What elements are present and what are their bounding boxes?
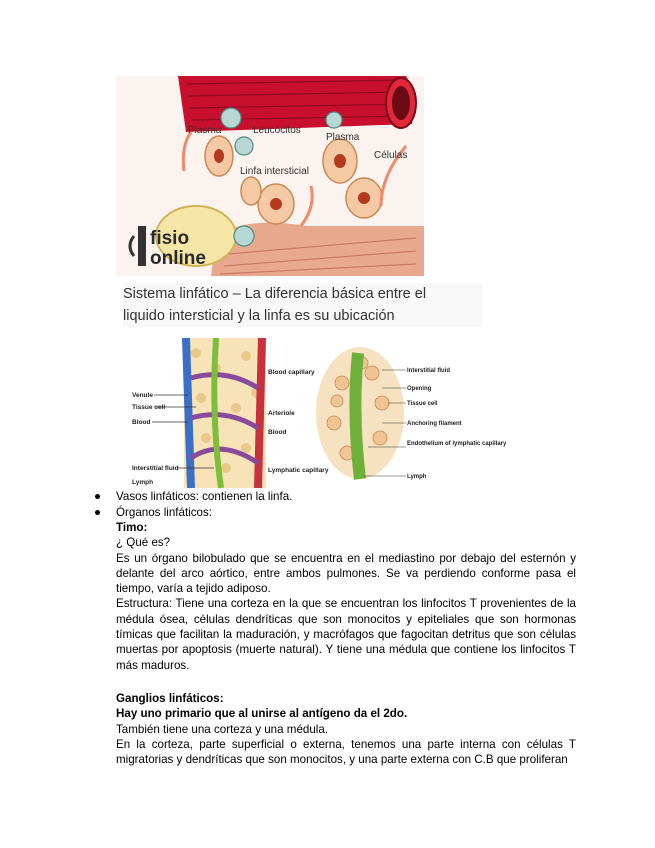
- label-celulas: Células: [374, 150, 408, 161]
- bullet-dot: [95, 494, 100, 499]
- timo-question: ¿ Qué es?: [116, 536, 171, 550]
- label-lymphatic-capillary: Lymphatic capillary: [268, 467, 329, 474]
- label-leucocitos: Leucócitos: [253, 125, 301, 136]
- label-plasma-left: Plasma: [188, 125, 222, 136]
- bullet-vasos: Vasos linfáticos: contienen la linfa.: [116, 490, 293, 503]
- label-opening: Opening: [407, 386, 432, 392]
- list-item: [95, 489, 585, 505]
- capillary-labels-right: [266, 360, 329, 490]
- svg-text:fisio: fisio: [150, 228, 190, 249]
- label-blood-capillary: Blood capillary: [268, 369, 315, 376]
- bullet-organos: Órganos linfáticos:: [116, 505, 213, 519]
- label-lymph-left: Lymph: [132, 479, 154, 486]
- list-item: [95, 505, 585, 521]
- label-tissue-cell: Tissue cell: [132, 404, 166, 411]
- svg-text:online: online: [150, 248, 206, 269]
- label-blood-left: Blood: [132, 419, 151, 426]
- lymphatic-capillary-diagram: [312, 343, 507, 483]
- label-blood-right: Blood: [268, 429, 287, 436]
- timo-heading: Timo:: [116, 521, 148, 534]
- timo-section: [116, 520, 576, 673]
- label-anchoring-filament: Anchoring filament: [407, 421, 462, 427]
- label-interstitial-fluid-left: Interstitial fluid: [132, 465, 179, 472]
- bullet-dot: [95, 510, 100, 515]
- label-tissue-cell-right: Tissue cell: [407, 401, 438, 407]
- caption-line-1: Sistema linfático – La diferencia básica entre el: [123, 286, 427, 302]
- figure-caption: [123, 283, 483, 327]
- label-lymph-right: Lymph: [407, 474, 427, 480]
- ganglios-heading: Ganglios linfáticos:: [116, 692, 224, 705]
- timo-paragraph-2: Estructura: Tiene una corteza en la que se encuentran los linfocitos T provenientes de la médula ósea, células dendríticas que son monocitos y epiteliales que son hormonas tímicas que facilitan la maduración, y macrófagos que fagocitan detritus que son células muertas por apoptosis (muerte natural). Y tiene una médula que contiene los linfocitos T más maduros.: [116, 597, 576, 672]
- ganglios-paragraph: En la corteza, parte superficial o externa, tenemos una parte interna con células T migratorias y dendríticas que son monocitos, y una parte externa con C.B que proliferan: [116, 737, 576, 767]
- ganglios-section: [116, 691, 576, 767]
- ganglios-line-1: También tiene una corteza y una médula.: [116, 722, 329, 736]
- label-linfa-intersticial: Linfa intersticial: [240, 166, 309, 177]
- blood-lymph-illustration: [116, 76, 424, 276]
- label-interstitial-fluid-right: Interstitial fluid: [407, 368, 451, 374]
- label-plasma-right: Plasma: [326, 132, 360, 143]
- bullet-list: [95, 489, 585, 520]
- caption-line-2: liquido intersticial y la linfa es su ubicación: [123, 308, 395, 324]
- label-venule: Venule: [132, 392, 153, 399]
- label-arteriole: Arteriole: [268, 410, 295, 417]
- ganglios-subheading: Hay uno primario que al unirse al antígeno da el 2do.: [116, 707, 408, 721]
- label-endothelium: Endothelium of lymphatic capillary: [407, 441, 507, 447]
- timo-paragraph-1: Es un órgano bilobulado que se encuentra en el mediastino por debajo del esternón y delante del arco aórtico, entre ambos pulmones. Se va perdiendo conforme pasa el tiempo, varía a tejido adiposo.: [116, 551, 576, 596]
